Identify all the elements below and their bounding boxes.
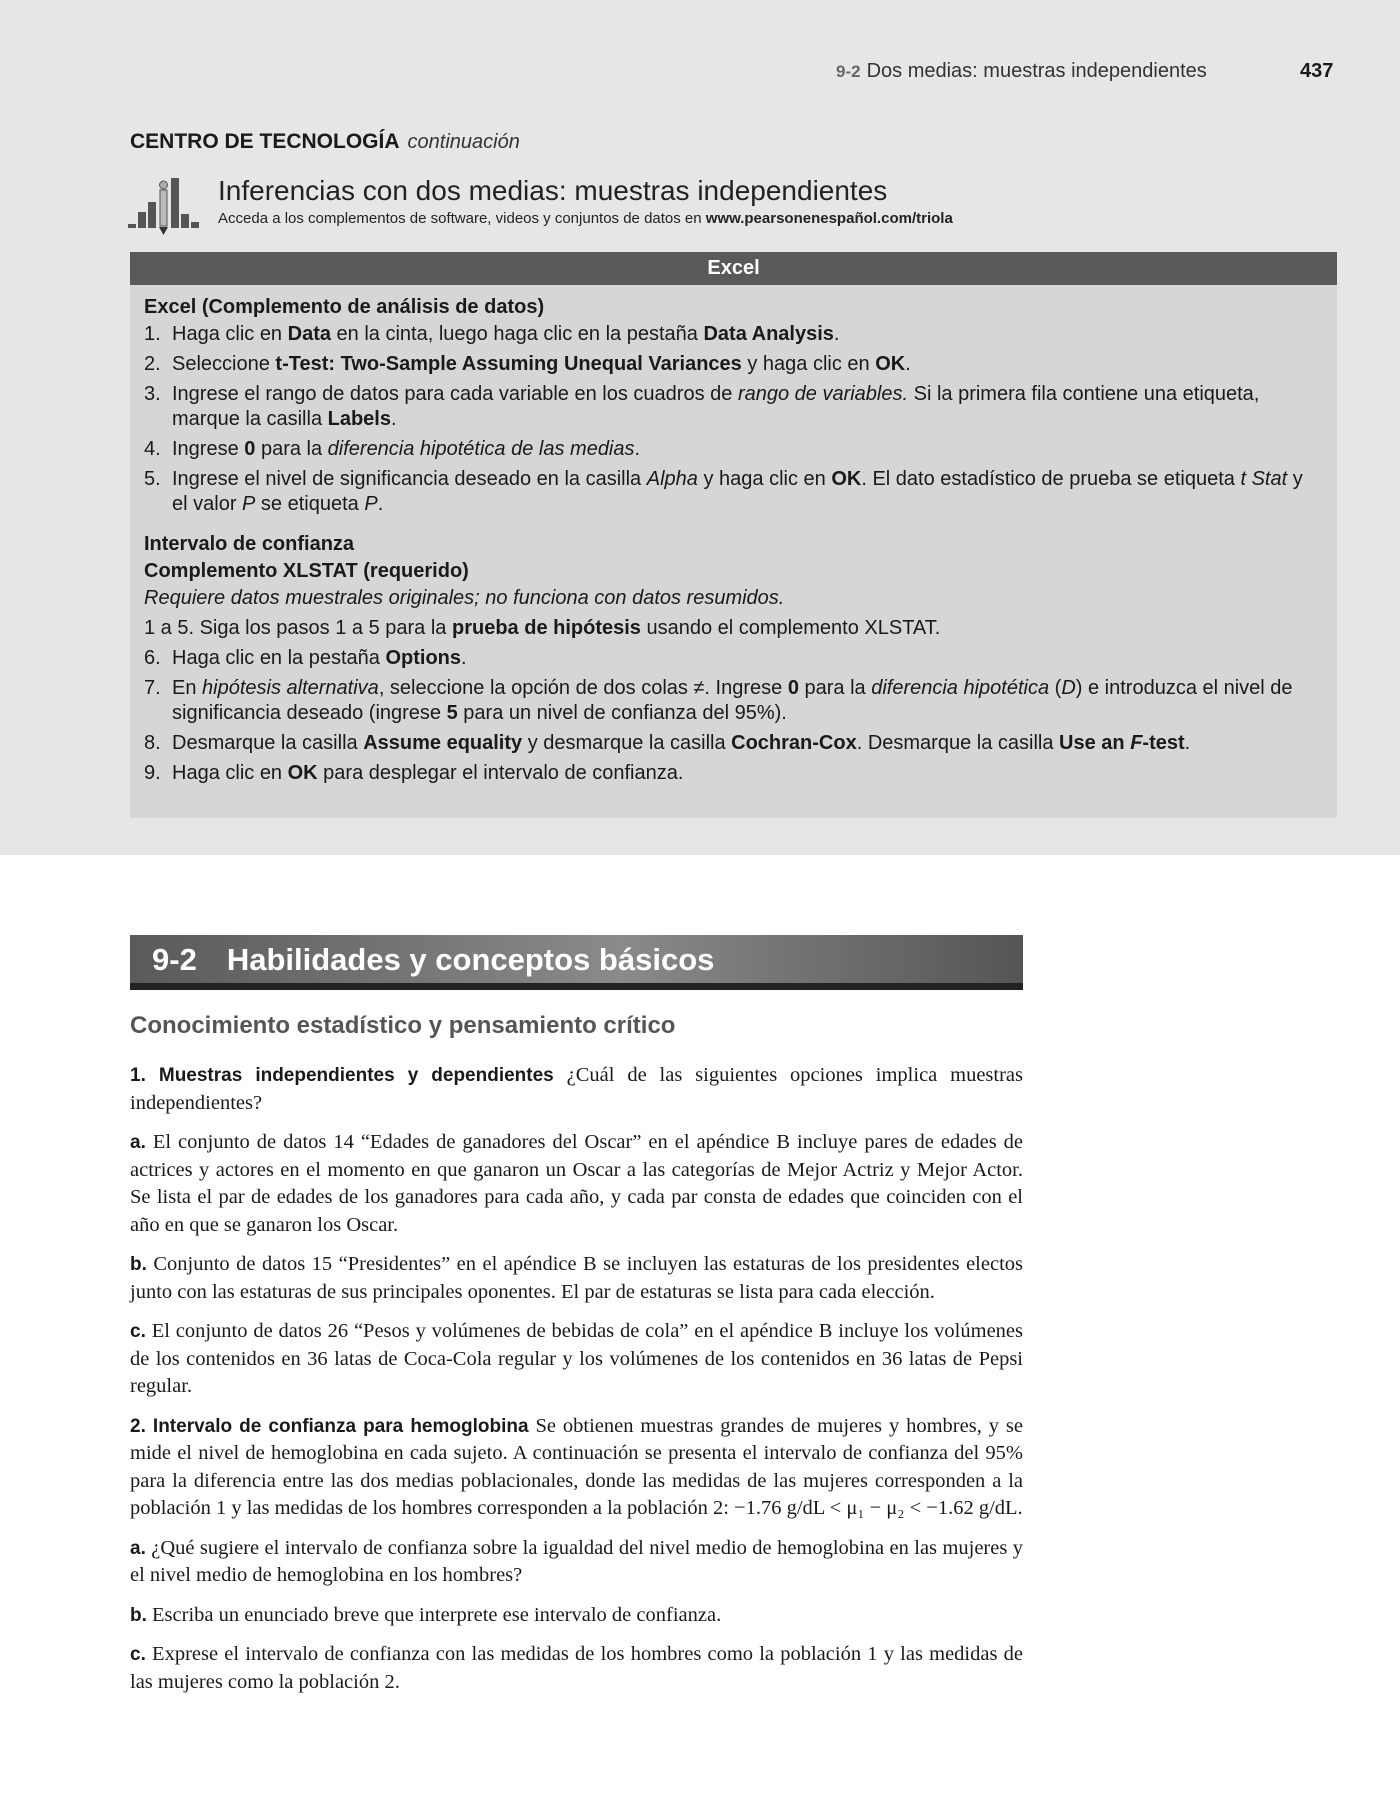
text-segment: Haga clic en — [172, 762, 288, 784]
text-segment: c. — [130, 1321, 146, 1342]
step-number: 6. — [144, 647, 161, 669]
subsection-title: Conocimiento estadístico y pensamiento crítico — [130, 1012, 676, 1039]
instruction-heading — [144, 559, 1323, 584]
text-segment: hipótesis alternativa — [202, 677, 379, 699]
instruction-heading — [144, 532, 1323, 557]
text-segment: . — [1184, 732, 1191, 754]
step-number: 7. — [144, 677, 161, 699]
text-segment: para la — [255, 438, 328, 460]
subtitle-text: Acceda a los complementos de software, videos y conjuntos de datos en — [218, 210, 706, 227]
text-segment: rango de variables. — [737, 383, 909, 405]
tech-center-heading — [130, 130, 520, 154]
excel-bar: Excel — [130, 252, 1337, 285]
step-text — [172, 731, 1190, 756]
page-number: 437 — [1300, 60, 1334, 82]
text-segment: Intervalo de confianza — [144, 533, 355, 555]
text-segment: Se obtienen muestras grandes de mujeres y hombres, y se mide el nivel de hemoglobina en cada sujeto. A continuación se presenta el intervalo de confianza del 95% para la diferencia entre las dos medias poblacionales, donde las medidas de las mujeres corresponden a la población 1 y las medidas de los hombres corresponden a la población 2: −1.76 g/dL < μ₁ − μ₂ < −1.62 g/dL. — [130, 1414, 1023, 1519]
text-segment: Ingrese — [172, 438, 245, 460]
text-segment: Haga clic en — [172, 323, 288, 345]
text-segment: P — [364, 493, 378, 515]
text-segment: y el valor — [172, 468, 1303, 515]
step-number: 5. — [144, 468, 161, 490]
step-text — [172, 467, 1323, 517]
text-segment: Excel (Complemento de análisis de datos) — [144, 296, 545, 318]
text-segment: Exprese el intervalo de confianza con las medidas de los hombres como la población 1 y las medidas de las mujeres como la población 2. — [130, 1643, 1023, 1693]
section-number: 9-2 — [152, 942, 197, 977]
text-segment: OK — [831, 468, 862, 490]
text-segment: . — [634, 438, 641, 460]
step-number: 1. — [144, 323, 161, 345]
exercise-paragraph — [130, 1641, 1023, 1696]
text-segment: 2. Intervalo de confianza para hemoglobina — [130, 1415, 529, 1437]
text-segment: se etiqueta — [255, 493, 365, 515]
step-number: 4. — [144, 438, 161, 460]
text-segment: t Stat — [1240, 468, 1288, 490]
text-segment: . — [905, 353, 911, 375]
text-segment: D — [1061, 677, 1076, 699]
triola-link[interactable]: www.pearsonenespañol.com/triola — [705, 210, 953, 227]
text-segment: Labels — [327, 408, 391, 430]
exercise-paragraph — [130, 1251, 1023, 1306]
text-segment: Seleccione — [172, 353, 276, 375]
text-segment: Desmarque la casilla — [172, 732, 364, 754]
text-segment: . Desmarque la casilla — [856, 732, 1060, 754]
text-segment: Options — [385, 647, 462, 669]
text-segment: Cochran-Cox — [731, 732, 857, 754]
text-segment: y haga clic en — [741, 353, 876, 375]
text-segment: . — [461, 647, 467, 669]
exercises — [130, 1062, 1023, 1708]
instruction-step — [144, 382, 1323, 432]
text-segment: . — [833, 323, 840, 345]
exercise-paragraph — [130, 1602, 1023, 1630]
text-segment: El conjunto de datos 26 “Pesos y volúmenes de bebidas de cola” en el apéndice B incluye los volúmenes de los contenidos en 36 latas de Coca-Cola regular y los volúmenes de los contenidos en 36 latas de Pepsi regular. — [130, 1320, 1023, 1397]
instruction-heading — [144, 295, 1323, 320]
instruction-step — [144, 731, 1323, 756]
chart-pencil-icon — [128, 172, 210, 236]
step-text — [172, 761, 683, 786]
text-segment: a. — [130, 1537, 146, 1559]
text-segment: diferencia hipotética — [871, 677, 1050, 699]
text-segment: ( — [1049, 677, 1062, 699]
text-segment: . — [390, 408, 397, 430]
text-segment: diferencia hipotética de las medias — [327, 438, 635, 460]
text-segment: . — [377, 493, 384, 515]
text-segment: 0 — [787, 677, 799, 699]
instruction-step — [144, 646, 1323, 671]
tech-heading-text: CENTRO DE TECNOLOGÍA — [130, 130, 400, 153]
instruction-note — [144, 586, 1323, 611]
text-segment: Complemento XLSTAT (requerido) — [144, 560, 469, 582]
text-segment: OK — [287, 762, 318, 784]
text-segment: -test — [1142, 732, 1185, 754]
text-segment: Conjunto de datos 15 “Presidentes” en el apéndice B se incluyen las estaturas de los presidentes electos junto con las estaturas de sus principales oponentes. El par de estaturas se lista para cada elección. — [130, 1253, 1023, 1303]
text-segment: OK — [875, 353, 906, 375]
text-segment: Assume equality — [363, 732, 523, 754]
text-segment: Haga clic en la pestaña — [172, 647, 386, 669]
text-segment: Ingrese el rango de datos para cada variable en los cuadros de — [172, 383, 738, 405]
text-segment: 5 — [446, 702, 458, 724]
text-segment: b. — [130, 1604, 147, 1626]
tech-title: Inferencias con dos medias: muestras independientes — [218, 175, 888, 206]
text-segment: , seleccione la opción de dos colas ≠. Ingrese — [378, 677, 788, 699]
section-title: Habilidades y conceptos básicos — [226, 942, 715, 977]
step-text — [172, 676, 1323, 726]
excel-instructions — [130, 285, 1337, 818]
text-segment: En — [172, 677, 203, 699]
text-segment: Use an — [1059, 732, 1131, 754]
step-text — [172, 322, 839, 347]
running-title: Dos medias: muestras independientes — [866, 60, 1207, 82]
instruction-note — [144, 616, 1323, 641]
text-segment: Data Analysis — [703, 323, 834, 345]
text-segment: Escriba un enunciado breve que interprete ese intervalo de confianza. — [146, 1603, 722, 1626]
text-segment: en la cinta, luego haga clic en la pestaña — [330, 323, 704, 345]
text-segment: . El dato estadístico de prueba se etiqueta — [861, 468, 1241, 490]
text-segment: Alpha — [646, 468, 698, 490]
step-number: 9. — [144, 762, 161, 784]
exercise-paragraph — [130, 1535, 1023, 1590]
text-segment: a. — [130, 1132, 146, 1153]
text-segment: ¿Cuál de las siguientes opciones implica muestras independientes? — [130, 1064, 1024, 1114]
text-segment: Si la primera fila contiene una etiqueta, marque la casilla — [172, 383, 1260, 430]
text-segment: c. — [130, 1644, 146, 1665]
text-segment: prueba de hipótesis — [451, 617, 641, 639]
text-segment: 1 a 5. Siga los pasos 1 a 5 para la — [144, 617, 452, 639]
step-text — [172, 352, 911, 377]
exercise-paragraph — [130, 1062, 1023, 1117]
tech-subtitle — [218, 210, 953, 227]
text-segment: 1. Muestras independientes y dependientes — [130, 1065, 554, 1086]
step-number: 2. — [144, 353, 161, 375]
section-header — [130, 935, 1023, 990]
text-segment: El conjunto de datos 14 “Edades de ganadores del Oscar” en el apéndice B incluye pares de edades de actrices y actores en el momento en que ganaron un Oscar a las categorías de Mejor Actriz y Mejor Actor. Se lista el par de edades de los ganadores para cada año, y cada par consta de edades que coinciden con el año en que se ganaron los Oscar. — [130, 1131, 1023, 1236]
text-segment: t-Test: Two-Sample Assuming Unequal Variances — [275, 353, 742, 375]
text-segment: F — [1130, 732, 1143, 754]
exercise-paragraph — [130, 1413, 1023, 1523]
text-segment: ¿Qué sugiere el intervalo de confianza sobre la igualdad del nivel medio de hemoglobina en las mujeres y el nivel medio de hemoglobina en los hombres? — [130, 1536, 1023, 1586]
text-segment: 0 — [244, 438, 256, 460]
step-number: 3. — [144, 383, 161, 405]
text-segment: Requiere datos muestrales originales; no funciona con datos resumidos. — [144, 587, 785, 609]
instruction-step — [144, 761, 1323, 786]
step-text — [172, 382, 1323, 432]
continuation-label: continuación — [407, 131, 520, 153]
step-text — [172, 646, 467, 671]
instruction-step — [144, 352, 1323, 377]
text-segment: para desplegar el intervalo de confianza. — [317, 762, 684, 784]
step-number: 8. — [144, 732, 161, 754]
instruction-step — [144, 676, 1323, 726]
instruction-step — [144, 467, 1323, 517]
instruction-step — [144, 437, 1323, 462]
text-segment: usando el complemento XLSTAT. — [640, 617, 941, 639]
exercise-paragraph — [130, 1129, 1023, 1239]
running-header — [836, 60, 1207, 83]
text-segment: y desmarque la casilla — [522, 732, 732, 754]
text-segment: para la — [798, 677, 872, 699]
text-segment: Ingrese el nivel de significancia deseado en la casilla — [172, 468, 647, 490]
text-segment: P — [242, 493, 256, 515]
step-text — [172, 437, 640, 462]
instruction-step — [144, 322, 1323, 347]
spacer — [144, 522, 1323, 530]
text-segment: Data — [287, 323, 331, 345]
text-segment: y haga clic en — [697, 468, 832, 490]
text-segment: b. — [130, 1254, 147, 1275]
text-segment: ) e introduzca el nivel de significancia deseado (ingrese — [172, 677, 1293, 724]
text-segment: para un nivel de confianza del 95%). — [457, 702, 787, 724]
running-section: 9-2 — [836, 62, 861, 81]
exercise-paragraph — [130, 1318, 1023, 1401]
